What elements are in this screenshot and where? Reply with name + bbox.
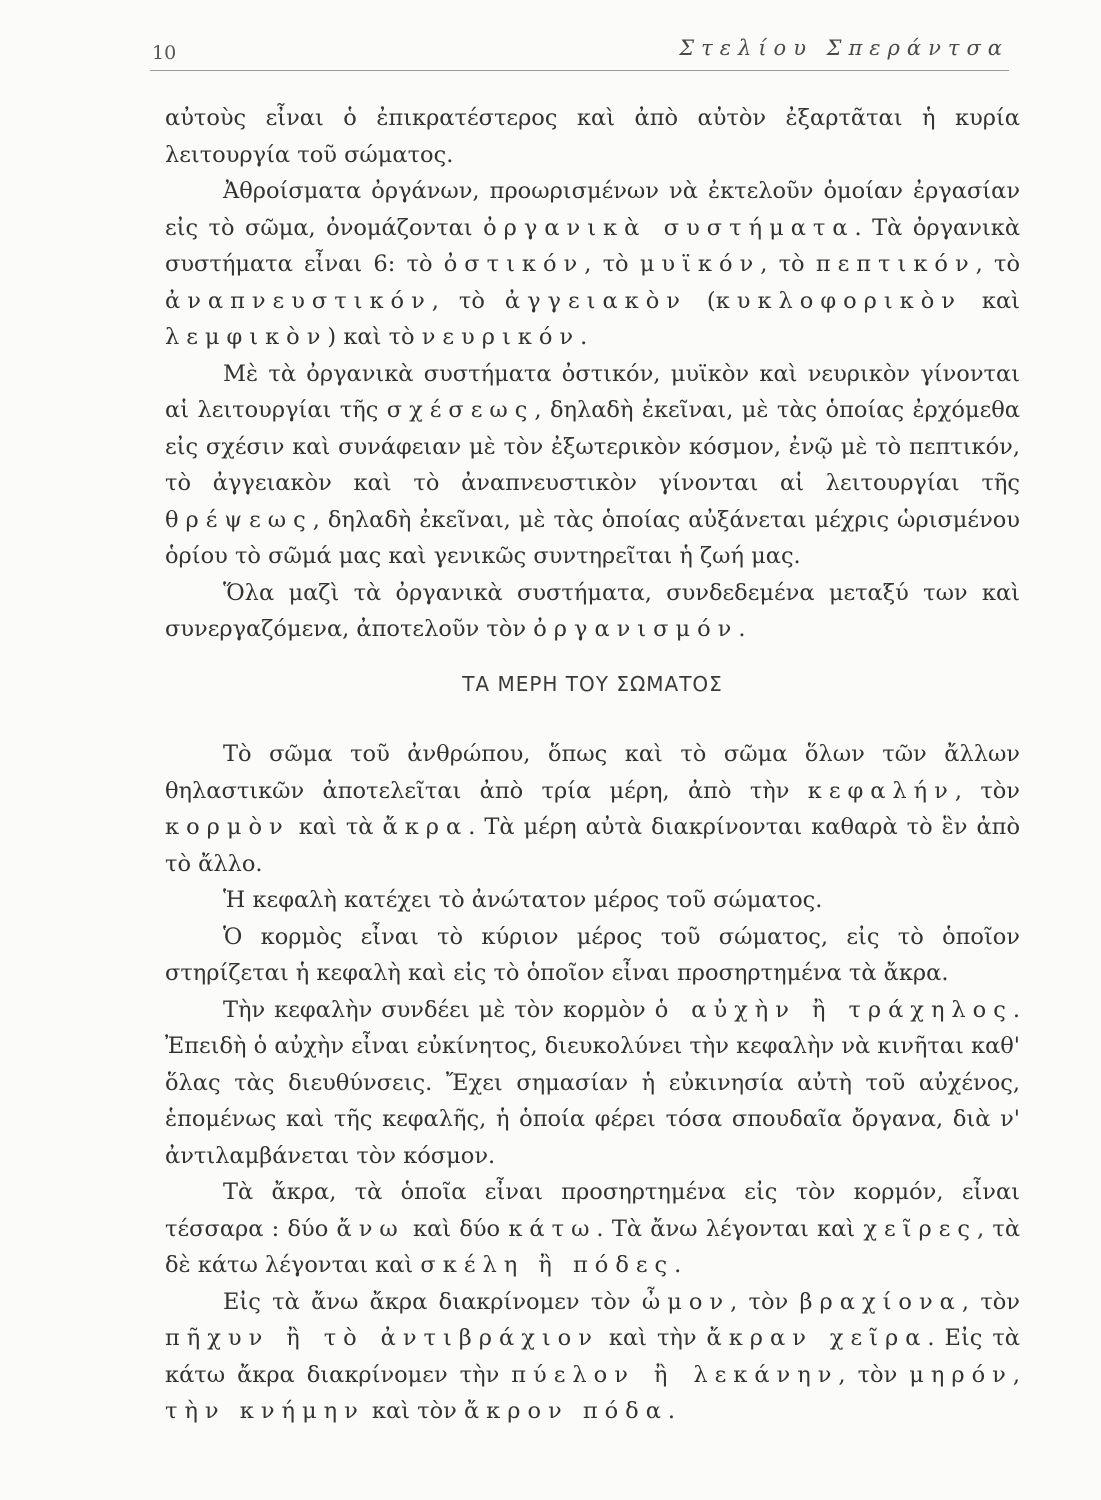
spaced-term: κυκλοφορικὸν	[715, 287, 962, 314]
spaced-term: ἄκρον πόδα	[463, 1398, 668, 1424]
spaced-term: ἀγγειακὸν	[504, 287, 687, 314]
spaced-term: σχέσεως	[386, 397, 535, 423]
spaced-term: ἄκραν χεῖρα	[706, 1325, 928, 1351]
header-rule	[150, 70, 1009, 71]
text-block-2	[165, 736, 1020, 1430]
spaced-term: νευρικόν	[421, 324, 581, 350]
paragraph: Τὰ ἄκρα, τὰ ὁποῖα εἶναι προσηρτημένα εἰς τὸν κορμόν, εἶναι τέσσαρα : δύο ἄνω καὶ δύο κάτω. Τὰ ἄνω λέγονται καὶ χεῖρες, τὰ δὲ κάτω λέγονται καὶ σκέλη ἢ πόδες.	[165, 1179, 1021, 1278]
running-head: Στελίου Σπεράντσα	[679, 36, 1009, 60]
spaced-term: ἄνω	[336, 1215, 405, 1242]
spaced-term: χεῖρες	[863, 1215, 977, 1242]
spaced-term: ὀργανισμόν	[533, 616, 739, 642]
page-number: 10	[152, 42, 177, 64]
spaced-term: κάτω	[508, 1215, 597, 1242]
spaced-term: θρέψεως	[165, 506, 313, 533]
paragraph: Εἰς τὰ ἄνω ἄκρα διακρίνομεν τὸν ὦμον, τὸν βραχίονα, τὸν πῆχυν ἢ τὸ ἀντιβράχιον καὶ τὴν ἄκραν χεῖρα. Εἰς τὰ κάτω ἄκρα διακρίνομεν τὴν πύελον ἢ λεκάνην, τὸν μηρόν, τὴν κνήμην καὶ τὸν ἄκρον πόδα.	[165, 1288, 1020, 1424]
spaced-term: ὦμον	[641, 1288, 731, 1315]
spaced-term: ὀστικόν	[443, 251, 585, 277]
spaced-term: βραχίονα	[799, 1288, 962, 1315]
section-heading: ΤΑ ΜΕΡΗ ΤΟΥ ΣΩΜΑΤΟΣ	[462, 672, 723, 696]
paragraph: Ὅλα μαζὶ τὰ ὀργανικὰ συστήματα, συνδεδεμένα μεταξύ των καὶ συνεργαζόμενα, ἀποτελοῦν τὸν ὀργανισμόν.	[165, 579, 1020, 642]
spaced-term: μηρόν	[909, 1361, 1013, 1388]
spaced-term: ὁ αὐχὴν ἢ τράχηλος	[654, 996, 1013, 1023]
spaced-term: λεμφικὸν	[165, 324, 328, 350]
spaced-term: πῆχυν ἢ τὸ ἀντιβράχιον	[165, 1325, 599, 1351]
text-block-1	[165, 100, 1020, 648]
spaced-term: ὀργανικὰ συστήματα	[483, 214, 855, 241]
paragraph: Τὸ σῶμα τοῦ ἀνθρώπου, ὅπως καὶ τὸ σῶμα ὅλων τῶν ἄλλων θηλαστικῶν ἀποτελεῖται ἀπὸ τρία μέρη, ἀπὸ τὴν κεφαλήν, τὸν κορμὸν καὶ τὰ ἄκρα. Τὰ μέρη αὐτὰ διακρίνονται καθαρὰ τὸ ἓν ἀπὸ τὸ ἄλλο.	[165, 741, 1020, 877]
spaced-term: ἀναπνευστικόν	[165, 287, 432, 314]
spaced-term: πύελον ἢ λεκάνην	[511, 1361, 839, 1388]
spaced-term: τὴν κνήμην	[165, 1398, 365, 1424]
paragraph: Τὴν κεφαλὴν συνδέει μὲ τὸν κορμὸν ὁ αὐχὴν ἢ τράχηλος. Ἐπειδὴ ὁ αὐχὴν εἶναι εὐκίνητος, διευκολύνει τὴν κεφαλὴν νὰ κινῆται καθ' ὅλας τὰς διευθύνσεις. Ἔχει σημασίαν ἡ εὐκινησία αὐτὴ τοῦ αὐχένος, ἑπομένως καὶ τῆς κεφαλῆς, ἡ ὁποία φέρει τόσα σπουδαῖα ὄργανα, διὰ ν' ἀντιλαμβάνεται τὸν κόσμον.	[165, 996, 1020, 1169]
spaced-term: κεφαλήν	[807, 777, 955, 804]
spaced-term: κορμὸν	[165, 814, 290, 840]
spaced-term: ἄκρα	[382, 814, 469, 840]
paragraph: Ὁ κορμὸς εἶναι τὸ κύριον μέρος τοῦ σώματος, εἰς τὸ ὁποῖον στηρίζεται ἡ κεφαλὴ καὶ εἰς τὸ ὁποῖον εἶναι προσηρτημένα τὰ ἄκρα.	[165, 923, 1020, 986]
spaced-term: μυϊκόν	[639, 251, 761, 277]
spaced-term: πεπτικόν	[815, 251, 976, 277]
paragraph: Μὲ τὰ ὀργανικὰ συστήματα ὀστικόν, μυϊκὸν καὶ νευρικὸν γίνονται αἱ λειτουργίαι τῆς σχέσεως, δηλαδὴ ἐκεῖναι, μὲ τὰς ὁποίας ἐρχόμεθα εἰς σχέσιν καὶ συνάφειαν μὲ τὸν ἐξωτερικὸν κόσμον, ἐνῷ μὲ τὸ πεπτικόν, τὸ ἀγγειακὸν καὶ τὸ ἀναπνευστικὸν γίνονται αἱ λειτουργίαι τῆς θρέψεως, δηλαδὴ ἐκεῖναι, μὲ τὰς ὁποίας αὐξάνεται μέχρις ὡρισμένου ὁρίου τὸ σῶμά μας καὶ γενικῶς συντηρεῖται ἡ ζωή μας.	[165, 360, 1020, 569]
paragraph: αὐτοὺς εἶναι ὁ ἐπικρατέστερος καὶ ἀπὸ αὐτὸν ἐξαρτᾶται ἡ κυρία λειτουργία τοῦ σώματος.	[165, 105, 1020, 168]
spaced-term: σκέλη ἢ πόδες	[420, 1252, 675, 1278]
paragraph: Ἀθροίσματα ὀργάνων, προωρισμένων νὰ ἐκτελοῦν ὁμοίαν ἐργασίαν εἰς τὸ σῶμα, ὀνομάζονται ὀργανικὰ συστήματα. Τὰ ὀργανικὰ συστήματα εἶναι 6: τὸ ὀστικόν, τὸ μυϊκόν, τὸ πεπτικόν, τὸ ἀναπνευστικόν, τὸ ἀγγειακὸν (κυκλοφορικὸν καὶ λεμφικὸν) καὶ τὸ νευρικόν.	[165, 178, 1021, 350]
paragraph: Ἡ κεφαλὴ κατέχει τὸ ἀνώτατον μέρος τοῦ σώματος.	[223, 887, 823, 913]
